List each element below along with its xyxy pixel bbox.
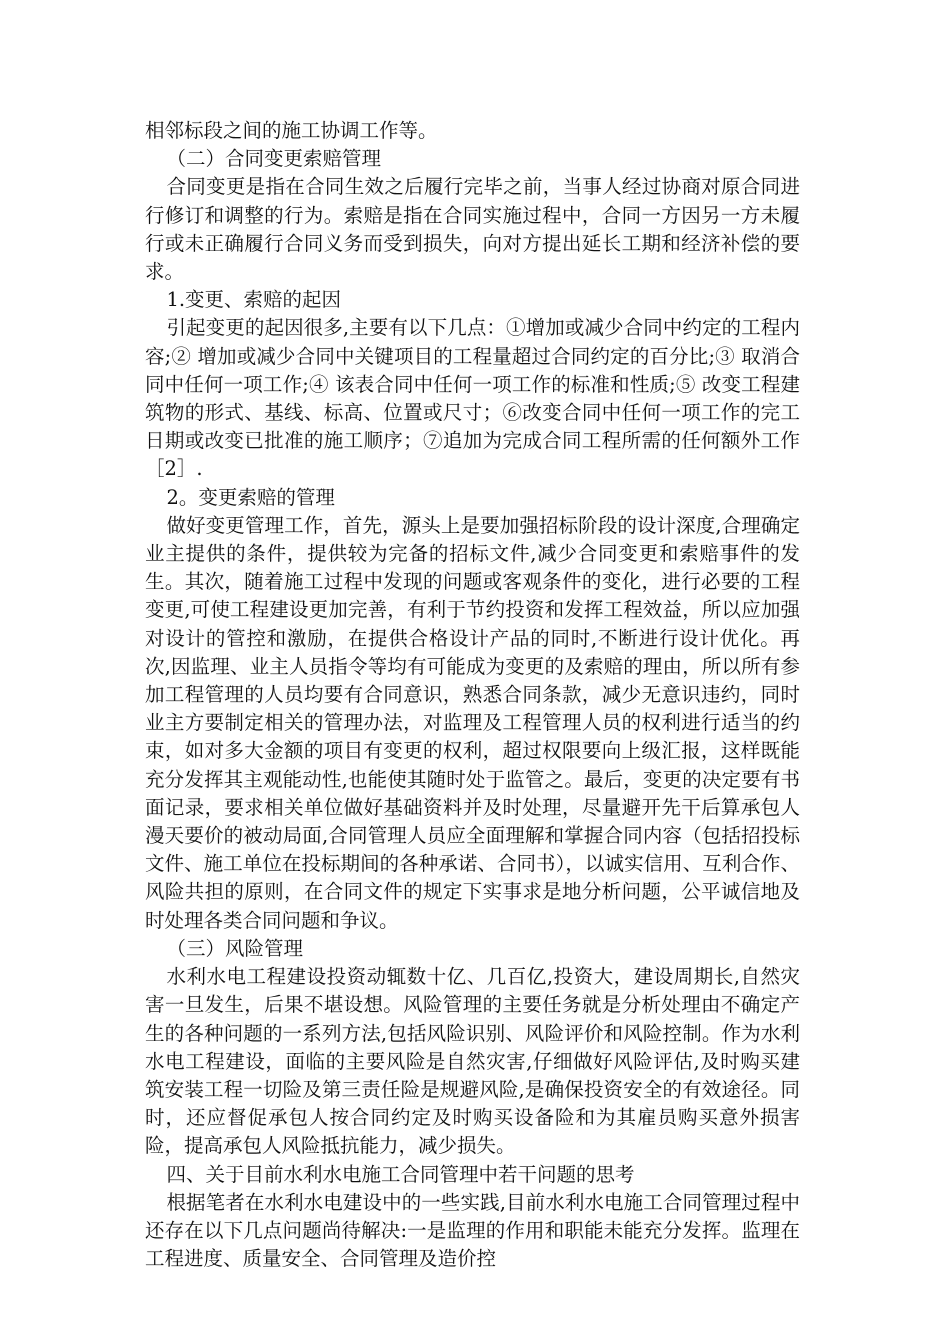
paragraph-change-causes: 引起变更的起因很多,主要有以下几点：①增加或减少合同中约定的工程内容;② 增加或减少合同中关键项目的工程量超过合同约定的百分比;③ 取消合同中任何一项工作;④ 该表合同中任何一项工作的标准和性质;⑤ 改变工程建筑物的形式、基线、标高、位置或尺寸；⑥改变合同中任何一项工作的完工日期或改变已批准的施工顺序；⑦追加为完成合同工程所需的任何额外工作［2］.	[145, 316, 800, 481]
heading-contract-change-claims: （二）合同变更索赔管理	[166, 147, 381, 171]
paragraph-change-management: 做好变更管理工作，首先，源头上是要加强招标阶段的设计深度,合理确定业主提供的条件，提供较为完备的招标文件,减少合同变更和索赔事件的发生。其次，随着施工过程中发现的问题或客观条件的变化，进行必要的工程变更,可使工程建设更加完善，有利于节约投资和发挥工程效益，所以应加强对设计的管控和激励，在提供合格设计产品的同时,不断进行设计优化。再次,因监理、业主人员指令等均有可能成为变更的及索赔的理由，所以所有参加工程管理的人员均要有合同意识，熟悉合同条款，减少无意识违约，同时业主方要制定相关的管理办法，对监理及工程管理人员的权利进行适当的约束，如对多大金额的项目有变更的权利，超过权限要向上级汇报，这样既能充分发挥其主观能动性,也能使其随时处于监管之。最后，变更的决定要有书面记录，要求相关单位做好基础资料并及时处理，尽量避开先干后算承包人漫天要价的被动局面,合同管理人员应全面理解和掌握合同内容（包括招投标文件、施工单位在投标期间的各种承诺、合同书），以诚实信用、互利合作、风险共担的原则，在合同文件的规定下实事求是地分析问题，公平诚信地及时处理各类合同问题和争议。	[145, 513, 800, 932]
heading-change-causes: 1.变更、索赔的起因	[166, 288, 342, 312]
document-body	[145, 117, 800, 1273]
heading-risk-management: （三）风险管理	[166, 936, 303, 960]
paragraph-section-four: 根据笔者在水利水电建设中的一些实践,目前水利水电施工合同管理过程中还存在以下几点问题尚待解决:一是监理的作用和职能未能充分发挥。监理在工程进度、质量安全、合同管理及造价控	[145, 1190, 800, 1271]
paragraph-definition: 合同变更是指在合同生效之后履行完毕之前，当事人经过协商对原合同进行修订和调整的行为。索赔是指在合同实施过程中，合同一方因另一方未履行或未正确履行合同义务而受到损失，向对方提出延长工期和经济补偿的要求。	[145, 175, 800, 284]
paragraph-continuation: 相邻标段之间的施工协调工作等。	[145, 119, 438, 142]
heading-change-management: 2。变更索赔的管理	[166, 485, 335, 509]
paragraph-risk-management: 水利水电工程建设投资动辄数十亿、几百亿,投资大，建设周期长,自然灾害一旦发生，后果不堪设想。风险管理的主要任务就是分析处理由不确定产生的各种问题的一系列方法,包括风险识别、风险评价和风险控制。作为水利水电工程建设，面临的主要风险是自然灾害,仔细做好风险评估,及时购买建筑安装工程一切险及第三责任险是规避风险,是确保投资安全的有效途径。同时，还应督促承包人按合同约定及时购买设备险和为其雇员购买意外损害险，提高承包人风险抵抗能力，减少损失。	[145, 965, 800, 1158]
heading-section-four: 四、关于目前水利水电施工合同管理中若干问题的思考	[166, 1162, 635, 1186]
